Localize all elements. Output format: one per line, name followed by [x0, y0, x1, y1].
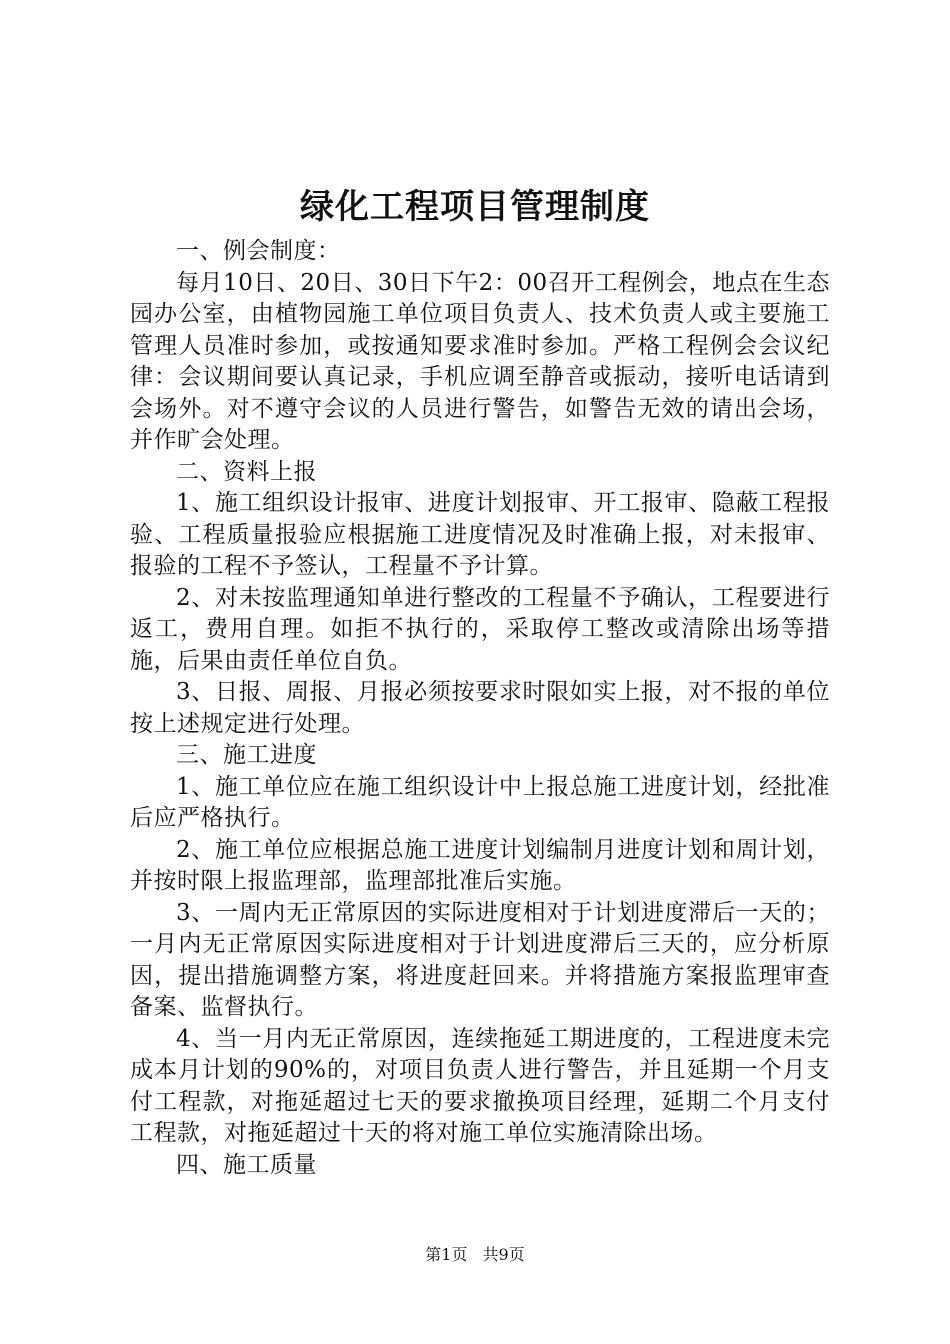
paragraph-progress-1: 1、施工单位应在施工组织设计中上报总施工进度计划，经批准后应严格执行。: [130, 773, 830, 831]
section-heading-meeting: 一、例会制度：: [176, 238, 341, 264]
section-heading-documents: 二、资料上报: [176, 458, 317, 485]
section-heading-progress: 三、施工进度: [176, 742, 317, 768]
paragraph-documents-1: 1、施工组织设计报审、进度计划报审、开工报审、隐蔽工程报验、工程质量报验应根据施工进度情况及时准确上报，对未报审、报验的工程不予签认，工程量不予计算。: [130, 490, 830, 579]
page-footer: [0, 1243, 950, 1267]
paragraph-meeting-rules: 每月10日、20日、30日下午2：00召开工程例会，地点在生态园办公室，由植物园施工单位项目负责人、技术负责人或主要施工管理人员准时参加，或按通知要求准时参加。严格工程例会会议纪律：会议期间要认真记录，手机应调至静音或振动，接听电话请到会场外。对不遵守会议的人员进行警告，如警告无效的请出会场，并作旷会处理。: [130, 269, 830, 453]
paragraph-progress-2: 2、施工单位应根据总施工进度计划编制月进度计划和周计划，并按时限上报监理部，监理部批准后实施。: [130, 836, 830, 894]
paragraph-progress-4: 4、当一月内无正常原因，连续拖延工期进度的，工程进度未完成本月计划的90%的，对项目负责人进行警告，并且延期一个月支付工程款，对拖延超过七天的要求撤换项目经理，延期二个月支付工程款，对拖延超过十天的将对施工单位实施清除出场。: [130, 1025, 830, 1146]
paragraph-progress-3: 3、一周内无正常原因的实际进度相对于计划进度滞后一天的；一月内无正常原因实际进度相对于计划进度滞后三天的，应分析原因，提出措施调整方案，将进度赶回来。并将措施方案报监理审查备案、监督执行。: [130, 899, 830, 1020]
document-body: [130, 236, 830, 1181]
document-title: 绿化工程项目管理制度: [300, 187, 650, 227]
section-heading-quality: 四、施工质量: [176, 1151, 317, 1178]
page-total: 共9页: [482, 1245, 525, 1264]
page-number: 第1页: [425, 1245, 468, 1264]
paragraph-documents-2: 2、对未按监理通知单进行整改的工程量不予确认，工程要进行返工，费用自理。如拒不执行的，采取停工整改或清除出场等措施，后果由责任单位自负。: [130, 584, 830, 674]
paragraph-documents-3: 3、日报、周报、月报必须按要求时限如实上报，对不报的单位按上述规定进行处理。: [130, 679, 830, 737]
